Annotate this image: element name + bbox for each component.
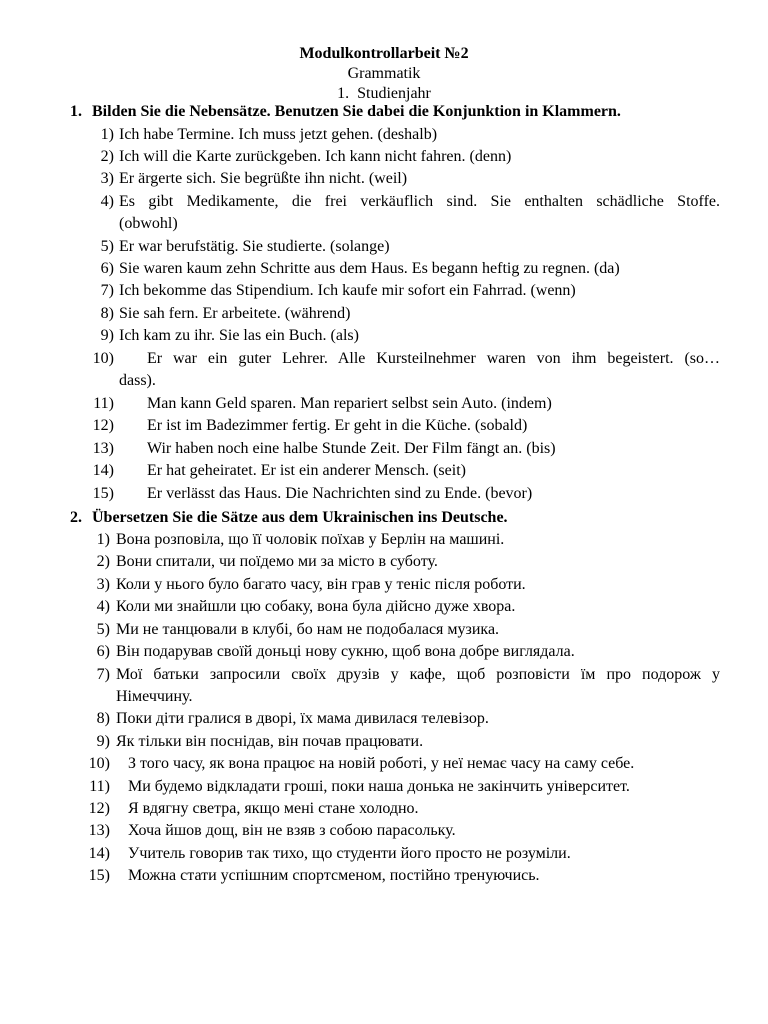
item-number: 5): [100, 238, 114, 255]
list-item: [0, 641, 768, 663]
item-text: Він подарував своїй доньці нову сукню, щоб вона добре виглядала.: [116, 643, 575, 660]
list-item: [0, 460, 768, 482]
list-item: [0, 551, 768, 573]
list-item: [0, 415, 768, 437]
item-text: Ich will die Karte zurückgeben. Ich kann nicht fahren. (denn): [119, 148, 512, 165]
study-year: [0, 84, 768, 104]
item-number: 2): [96, 553, 110, 570]
item-text: Er ist im Badezimmer fertig. Er geht in die Küche. (sobald): [147, 417, 528, 434]
item-number: 3): [100, 170, 114, 187]
list-item: [0, 124, 768, 146]
item-number: 2): [100, 148, 114, 165]
list-item: [0, 348, 768, 392]
list-item: [0, 731, 768, 753]
item-text: Можна стати успішним спортсменом, постійно тренуючись.: [128, 867, 540, 884]
list-item: [0, 574, 768, 596]
item-text: Ми не танцювали в клубі, бо нам не подобалася музика.: [116, 621, 500, 638]
item-number: 12): [88, 800, 110, 817]
item-text: Я вдягну светра, якщо мені стане холодно.: [128, 800, 419, 817]
list-item: [0, 191, 768, 235]
list-item: [0, 529, 768, 551]
item-text: З того часу, як вона працює на новій роботі, у неї немає часу на саму себе.: [128, 755, 635, 772]
list-item: [0, 798, 768, 820]
item-number: 10): [92, 350, 114, 367]
section-1-heading: [70, 102, 621, 122]
section-title: Bilden Sie die Nebensätze. Benutzen Sie dabei die Konjunktion in Klammern.: [92, 103, 621, 120]
item-text: Як тільки він поснідав, він почав працювати.: [116, 733, 424, 750]
item-text: Вона розповіла, що її чоловік поїхав у Берлін на машині.: [116, 531, 505, 548]
section-2-heading: [70, 508, 508, 528]
item-number: 3): [96, 576, 110, 593]
document-subtitle: Grammatik: [347, 65, 421, 82]
item-number: 5): [96, 621, 110, 638]
item-text-continuation: (obwohl): [119, 215, 178, 232]
item-number: 11): [89, 778, 110, 795]
item-text: Вони спитали, чи поїдемо ми за місто в суботу.: [116, 553, 438, 570]
item-number: 1): [100, 126, 114, 143]
item-number: 13): [88, 822, 110, 839]
item-text: Ich kam zu ihr. Sie las ein Buch. (als): [119, 327, 359, 344]
item-text: Er war ein guter Lehrer. Alle Kursteilnehmer waren von ihm begeistert. (so…: [147, 350, 720, 367]
item-text: Ich bekomme das Stipendium. Ich kaufe mir sofort ein Fahrrad. (wenn): [119, 282, 576, 299]
item-number: 15): [88, 867, 110, 884]
item-text: Хоча йшов дощ, він не взяв з собою парасольку.: [128, 822, 456, 839]
list-item: [0, 393, 768, 415]
item-number: 7): [96, 666, 110, 683]
item-text: Коли у нього було багато часу, він грав у теніс після роботи.: [116, 576, 526, 593]
item-number: 7): [100, 282, 114, 299]
item-text: Man kann Geld sparen. Man repariert selbst sein Auto. (indem): [147, 395, 552, 412]
item-number: 8): [96, 710, 110, 727]
item-text: Er hat geheiratet. Er ist ein anderer Mensch. (seit): [147, 462, 466, 479]
item-number: 12): [92, 417, 114, 434]
item-number: 8): [100, 305, 114, 322]
list-item: [0, 146, 768, 168]
list-item: [0, 168, 768, 190]
list-item: [0, 820, 768, 842]
list-item: [0, 438, 768, 460]
item-text: Er verlässt das Haus. Die Nachrichten sind zu Ende. (bevor): [147, 485, 533, 502]
item-number: 9): [100, 327, 114, 344]
item-text: Sie waren kaum zehn Schritte aus dem Haus. Es begann heftig zu regnen. (da): [119, 260, 620, 277]
item-text-continuation: Німеччину.: [116, 688, 193, 705]
item-text: Учитель говорив так тихо, що студенти його просто не розуміли.: [128, 845, 571, 862]
list-item: [0, 236, 768, 258]
item-number: 11): [93, 395, 114, 412]
item-number: 6): [96, 643, 110, 660]
item-text: Sie sah fern. Er arbeitete. (während): [119, 305, 351, 322]
item-text: Wir haben noch eine halbe Stunde Zeit. Der Film fängt an. (bis): [147, 440, 556, 457]
list-item: [0, 483, 768, 505]
list-item: [0, 865, 768, 887]
list-item: [0, 664, 768, 708]
item-number: 4): [96, 598, 110, 615]
list-item: [0, 325, 768, 347]
item-text: Ich habe Termine. Ich muss jetzt gehen. (deshalb): [119, 126, 438, 143]
item-number: 6): [100, 260, 114, 277]
document-title: Modulkontrollarbeit №2: [299, 45, 469, 62]
item-number: 14): [88, 845, 110, 862]
study-year-number: 1.: [337, 85, 350, 102]
item-text: Ми будемо відкладати гроші, поки наша донька не закінчить університет.: [128, 778, 630, 795]
item-number: 13): [92, 440, 114, 457]
item-text: Er ärgerte sich. Sie begrüßte ihn nicht. (weil): [119, 170, 408, 187]
section-title: Übersetzen Sie die Sätze aus dem Ukrainischen ins Deutsche.: [92, 509, 508, 526]
item-text: Er war berufstätig. Sie studierte. (solange): [119, 238, 390, 255]
item-text: Поки діти гралися в дворі, їх мама дивилася телевізор.: [116, 710, 489, 727]
item-number: 4): [100, 193, 114, 210]
study-year-label: Studienjahr: [357, 85, 431, 102]
item-number: 10): [88, 755, 110, 772]
list-item: [0, 258, 768, 280]
list-item: [0, 843, 768, 865]
list-item: [0, 280, 768, 302]
item-number: 1): [96, 531, 110, 548]
item-text: Es gibt Medikamente, die frei verkäuflich sind. Sie enthalten schädliche Stoffe.: [119, 193, 720, 210]
item-number: 9): [96, 733, 110, 750]
list-item: [0, 619, 768, 641]
item-number: 15): [92, 485, 114, 502]
item-text-continuation: dass).: [119, 372, 156, 389]
list-item: [0, 753, 768, 775]
list-item: [0, 596, 768, 618]
item-text: Мої батьки запросили своїх друзів у кафе, щоб розповісти їм про подорож у: [116, 666, 720, 683]
section-number: 2.: [70, 509, 82, 526]
section-number: 1.: [70, 103, 82, 120]
item-number: 14): [92, 462, 114, 479]
list-item: [0, 776, 768, 798]
list-item: [0, 708, 768, 730]
list-item: [0, 303, 768, 325]
item-text: Коли ми знайшли цю собаку, вона була дійсно дуже хвора.: [116, 598, 516, 615]
